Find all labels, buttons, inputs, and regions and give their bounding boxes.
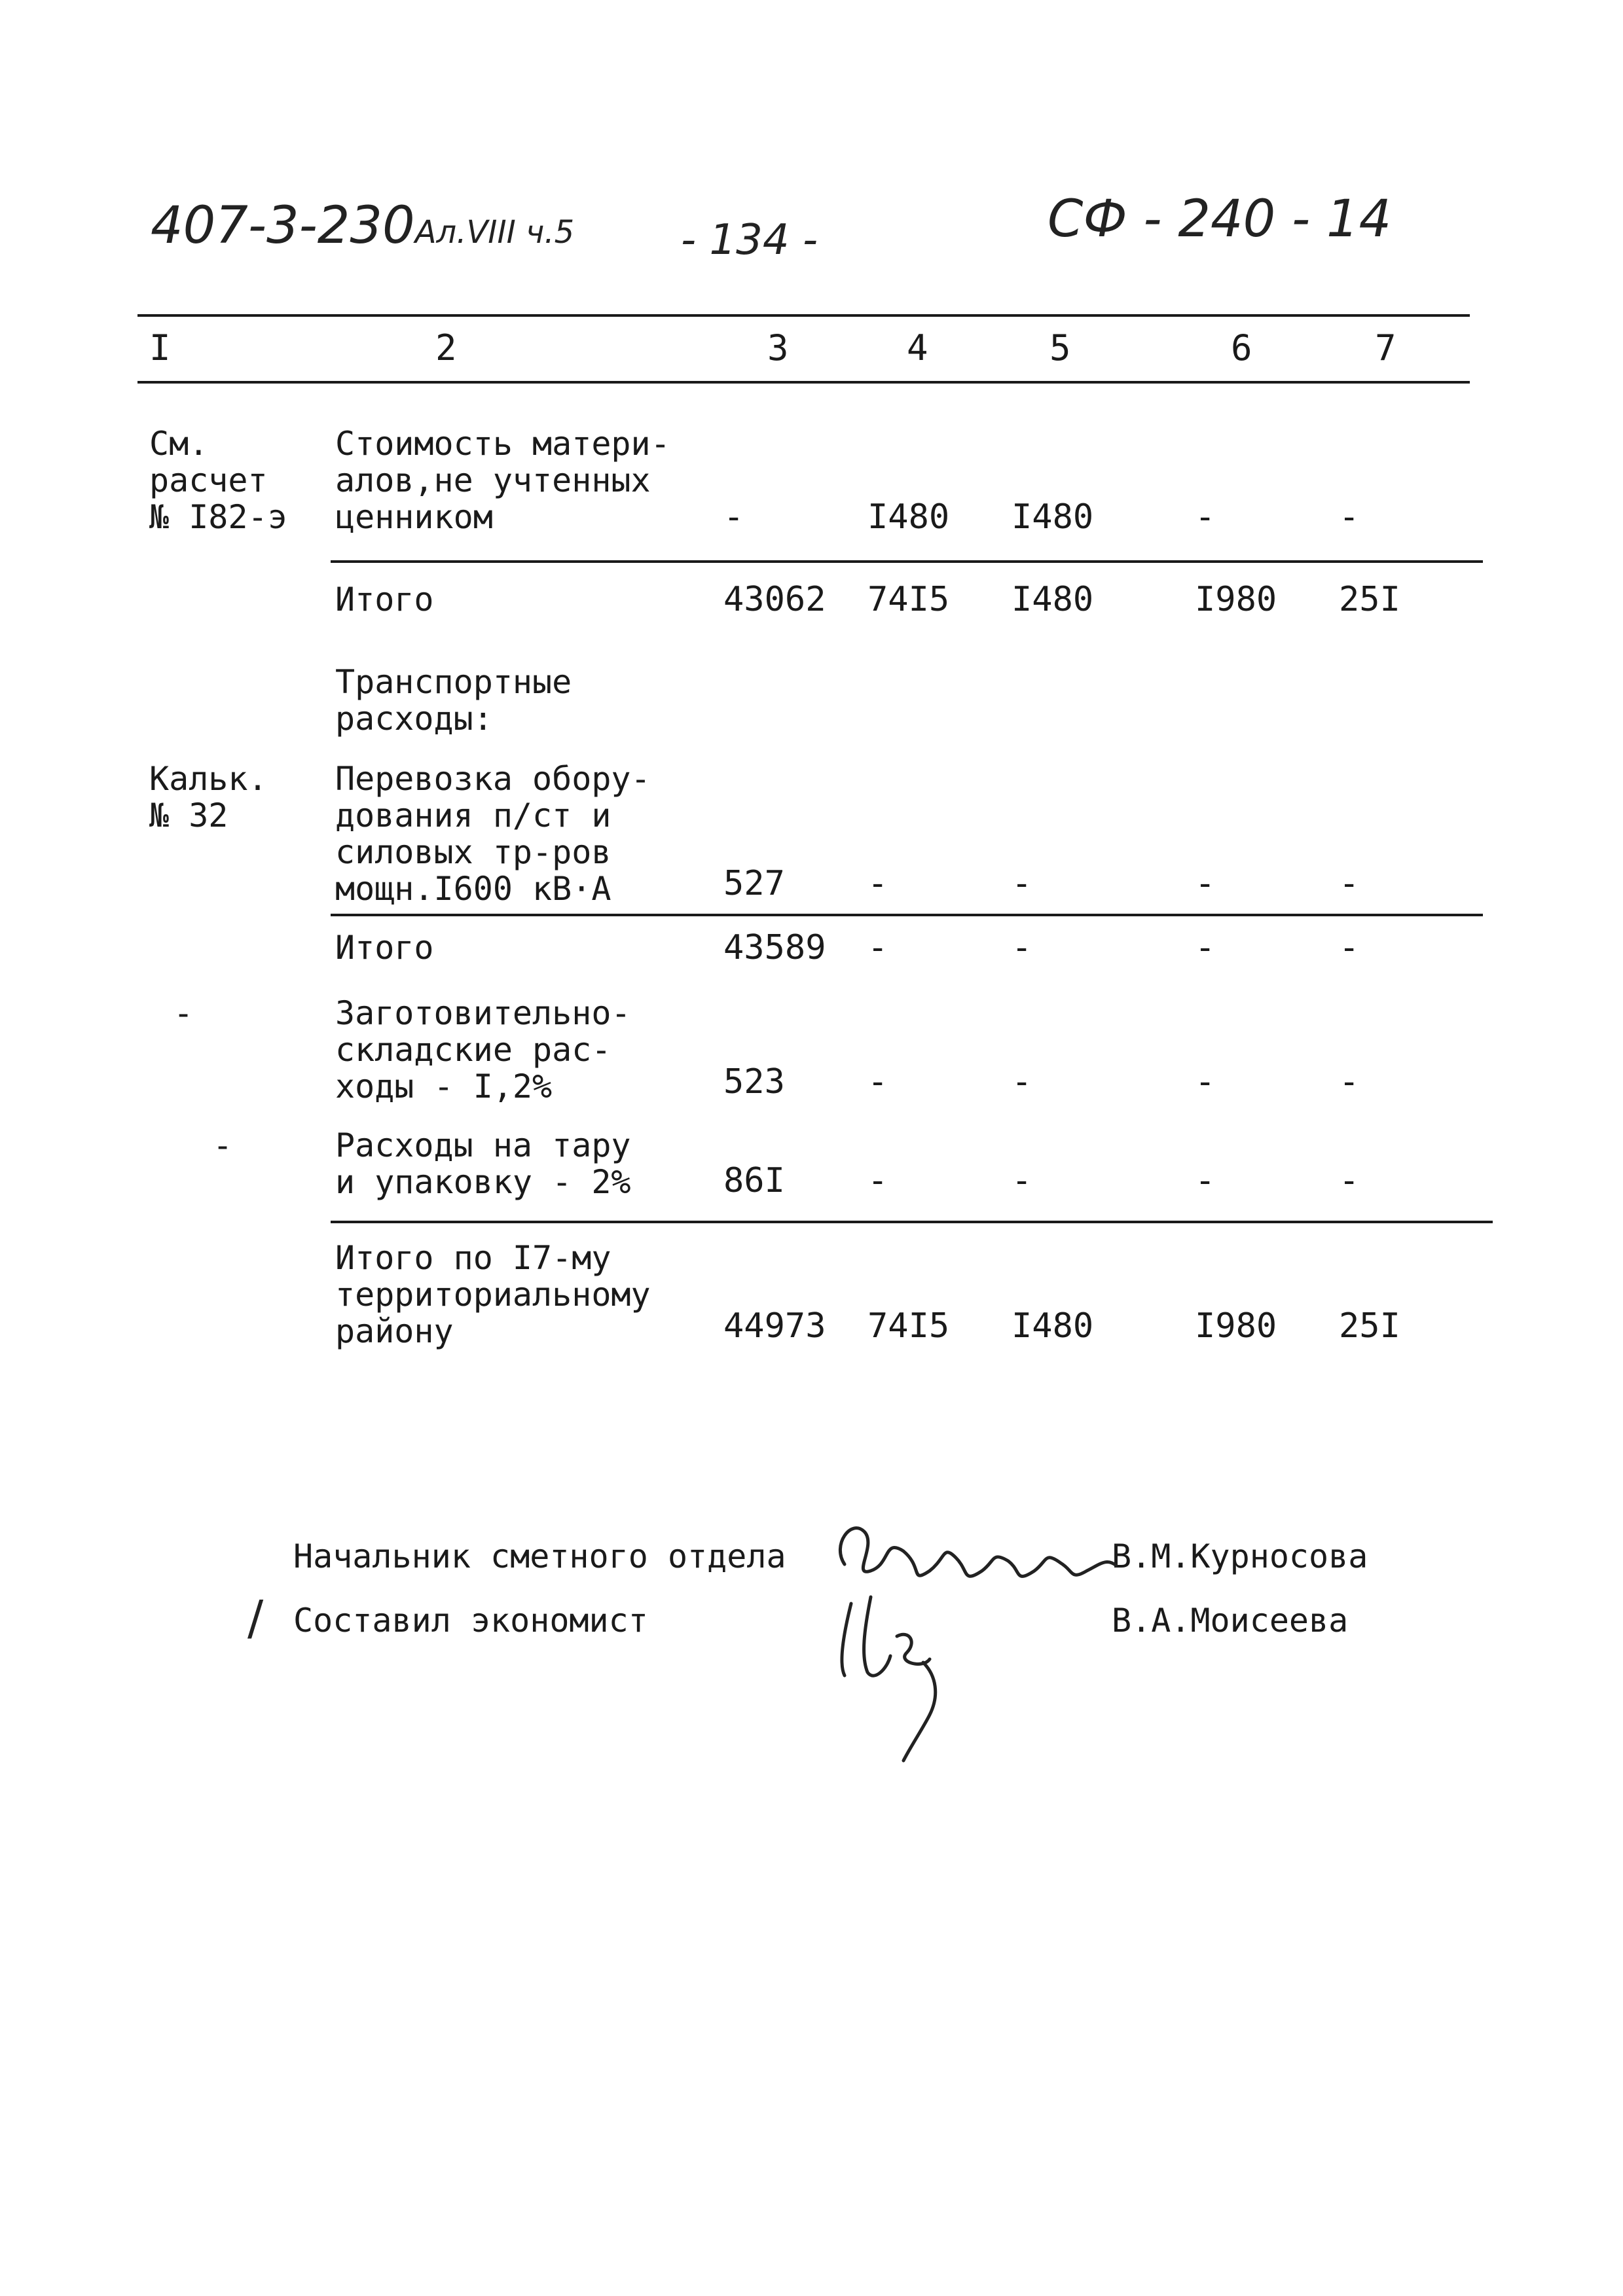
sheet-code: СФ - 240 - 14 — [1048, 190, 1392, 249]
cell-col6: - — [1195, 1161, 1216, 1200]
cell-col5: - — [1012, 928, 1032, 967]
table-top-rule — [137, 314, 1470, 317]
document-code: 407-3-230Ал.VIII ч.5 — [151, 196, 575, 255]
cell-col5: - — [1012, 1161, 1032, 1200]
section-heading: Транспортные расходы: — [335, 663, 572, 738]
row-description: Итого по I7-му территориальному району — [335, 1239, 651, 1350]
cell-col4: - — [867, 928, 888, 967]
row-description: Итого — [335, 929, 434, 967]
column-header-3: 3 — [767, 327, 789, 368]
cell-col6: I980 — [1195, 1306, 1277, 1346]
cell-col3: 43062 — [723, 580, 826, 619]
cell-col7: - — [1339, 497, 1360, 537]
column-header-5: 5 — [1049, 327, 1071, 368]
column-header-7: 7 — [1375, 327, 1396, 368]
column-header-1: I — [149, 327, 171, 368]
cell-col4: - — [867, 1161, 888, 1200]
row-ref: - — [213, 1126, 233, 1164]
row-description: Стоимость матери- алов,не учтенных ценником — [335, 425, 670, 536]
cell-col5: - — [1012, 1062, 1032, 1102]
row-description: Расходы на тару и упаковку - 2% — [335, 1126, 631, 1201]
cell-col4: I480 — [867, 497, 950, 537]
signature-scribble-economist — [842, 1597, 936, 1761]
cell-col5: I480 — [1012, 580, 1094, 619]
signature-role-economist: Составил экономист — [293, 1602, 648, 1640]
cell-col7: 25I — [1339, 1306, 1400, 1346]
table-header-bottom-rule — [137, 381, 1470, 384]
cell-col5: I480 — [1012, 1306, 1094, 1346]
margin-mark: / — [247, 1590, 264, 1645]
cell-col6: - — [1195, 864, 1216, 903]
cell-col4: - — [867, 1062, 888, 1102]
cell-col4: 74I5 — [867, 580, 950, 619]
cell-col7: - — [1339, 1062, 1360, 1102]
row-ref: См. расчет № I82-э — [149, 425, 287, 536]
signature-name-economist: В.А.Моисеева — [1112, 1602, 1349, 1640]
row-ref: - — [173, 994, 194, 1032]
cell-col3: - — [723, 497, 744, 537]
column-header-4: 4 — [907, 327, 928, 368]
cell-col7: 25I — [1339, 580, 1400, 619]
column-header-2: 2 — [435, 327, 457, 368]
signature-role-head: Начальник сметного отдела — [293, 1537, 786, 1575]
cell-col3: 527 — [723, 864, 785, 903]
signature-name-head: В.М.Курносова — [1112, 1537, 1368, 1575]
row-description: Перевозка обору- дования п/ст и силовых тр-ров мощн.I600 кВ·А — [335, 760, 651, 908]
cell-col6: - — [1195, 1062, 1216, 1102]
row-divider — [331, 1221, 1493, 1223]
cell-col6: I980 — [1195, 580, 1277, 619]
cell-col4: - — [867, 864, 888, 903]
page-number: - 134 - — [681, 216, 818, 264]
column-header-6: 6 — [1231, 327, 1252, 368]
cell-col5: I480 — [1012, 497, 1094, 537]
cell-col3: 44973 — [723, 1306, 826, 1346]
cell-col6: - — [1195, 928, 1216, 967]
row-ref: Кальк. № 32 — [149, 760, 268, 834]
cell-col3: 43589 — [723, 928, 826, 967]
row-divider — [331, 560, 1483, 563]
cell-col4: 74I5 — [867, 1306, 950, 1346]
cell-col3: 86I — [723, 1161, 785, 1200]
signature-scribble-head — [840, 1528, 1116, 1577]
row-description: Итого — [335, 581, 434, 619]
cell-col7: - — [1339, 864, 1360, 903]
cell-col6: - — [1195, 497, 1216, 537]
cell-col7: - — [1339, 1161, 1360, 1200]
row-divider — [331, 914, 1483, 916]
handwritten-signatures — [825, 1505, 1126, 1767]
cell-col7: - — [1339, 928, 1360, 967]
row-description: Заготовительно- складские рас- ходы - I,2% — [335, 994, 631, 1105]
cell-col5: - — [1012, 864, 1032, 903]
cell-col3: 523 — [723, 1062, 785, 1102]
